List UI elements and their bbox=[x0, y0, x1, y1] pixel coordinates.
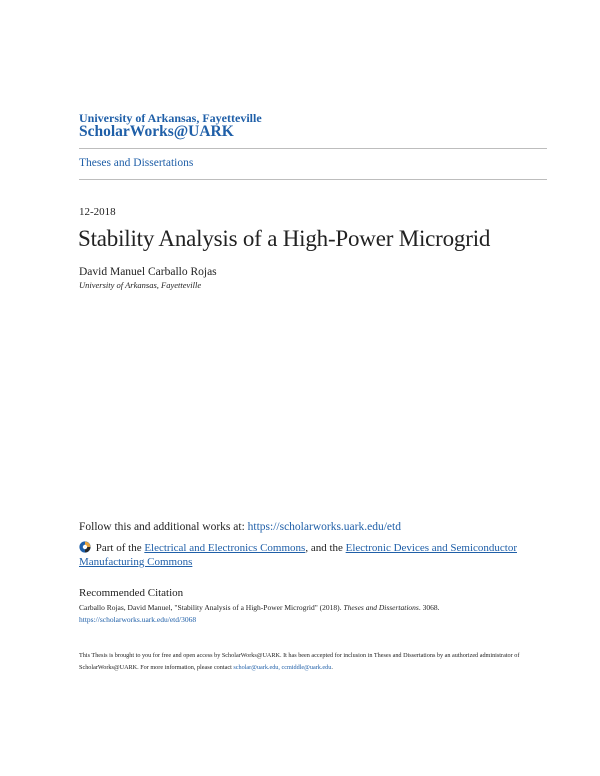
author-affiliation: University of Arkansas, Fayetteville bbox=[79, 280, 202, 290]
part-of-line bbox=[79, 541, 549, 569]
part-of-middle: , and the bbox=[305, 542, 343, 554]
divider-top bbox=[79, 148, 547, 149]
author-name: David Manuel Carballo Rojas bbox=[79, 266, 217, 278]
network-icon bbox=[79, 541, 91, 553]
notice-suffix: . bbox=[331, 664, 333, 671]
citation-prefix: Carballo Rojas, David Manuel, "Stability Analysis of a High-Power Microgrid" (2018). bbox=[79, 603, 344, 612]
access-notice bbox=[79, 650, 539, 674]
electrical-commons-link[interactable]: Electrical and Electronics Commons bbox=[144, 542, 306, 554]
series-link[interactable]: Theses and Dissertations bbox=[79, 157, 194, 169]
publication-date: 12-2018 bbox=[79, 206, 116, 218]
repository-name[interactable]: ScholarWorks@UARK bbox=[79, 123, 234, 140]
semiconductor-commons-link[interactable]: Electronic Devices and Semiconductor Manufacturing Commons bbox=[79, 542, 517, 568]
notice-text: This Thesis is brought to you for free and open access by ScholarWorks@UARK. It has been accepted for inclusion in Theses and Dissertations by an authorized administrator of ScholarWorks@UARK. For more information, please contact bbox=[79, 652, 520, 671]
follow-prefix: Follow this and additional works at: bbox=[79, 521, 245, 533]
follow-url-link[interactable]: https://scholarworks.uark.edu/etd bbox=[247, 521, 401, 533]
recommended-citation-heading: Recommended Citation bbox=[79, 587, 184, 599]
part-of-prefix: Part of the bbox=[95, 542, 142, 554]
follow-line bbox=[79, 521, 401, 533]
citation-suffix: . 3068. bbox=[418, 603, 440, 612]
contact-email-link[interactable]: scholar@uark.edu, ccmiddle@uark.edu bbox=[233, 664, 332, 671]
citation-url-link[interactable]: https://scholarworks.uark.edu/etd/3068 bbox=[79, 615, 197, 624]
document-title: Stability Analysis of a High-Power Microgrid bbox=[78, 226, 491, 251]
institution-name[interactable]: University of Arkansas, Fayetteville bbox=[79, 111, 262, 125]
divider-bottom bbox=[79, 179, 547, 180]
citation-text bbox=[79, 603, 439, 612]
citation-series: Theses and Dissertations bbox=[343, 603, 419, 612]
